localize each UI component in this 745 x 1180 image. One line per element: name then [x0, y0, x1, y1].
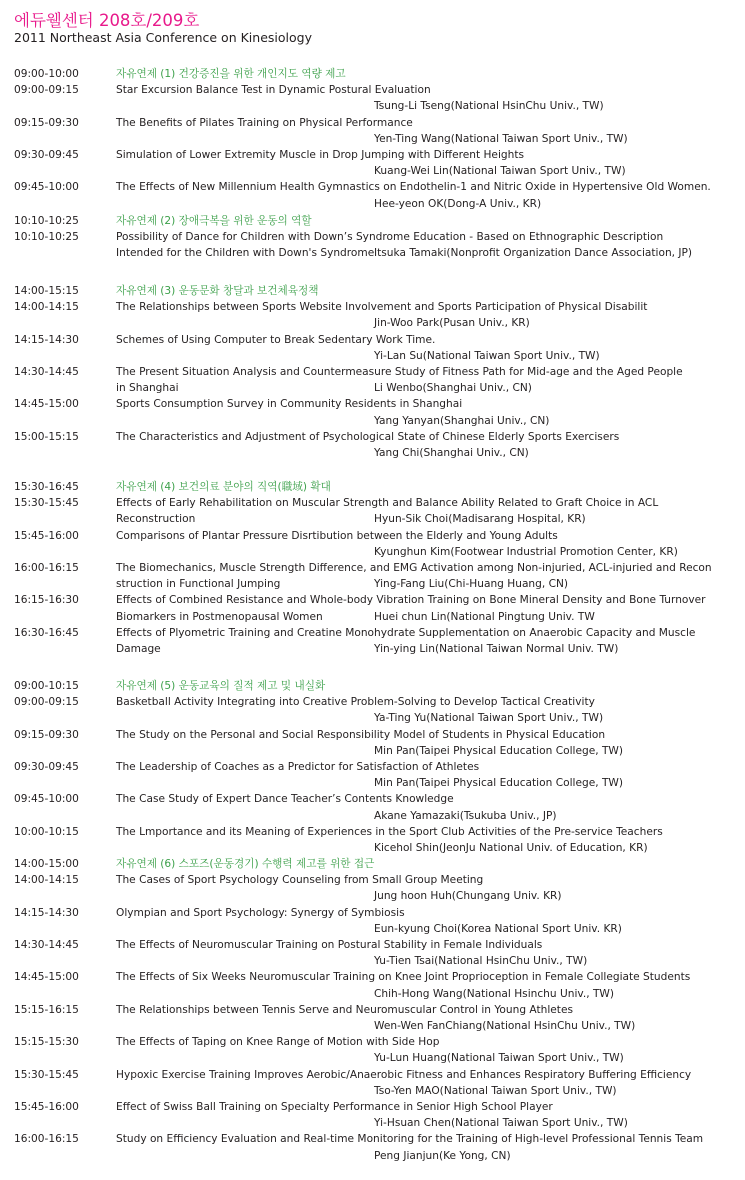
talk-time: 15:45-16:00 [14, 1101, 79, 1113]
talk-title: Effects of Early Rehabilitation on Muscular Strength and Balance Ability Related to Graft Choice in ACL [116, 497, 659, 510]
talk-author: Yang Yanyan(Shanghai Univ., CN) [374, 414, 550, 427]
talk-title: Schemes of Using Computer to Break Sedentary Work Time. [116, 333, 436, 346]
talk-time: 09:45-10:00 [14, 181, 79, 194]
talk-time: 14:30-14:45 [14, 939, 79, 951]
session-time: 10:10-10:25 [14, 215, 79, 227]
talk-title: The Effects of Taping on Knee Range of Motion with Side Hop [116, 1036, 440, 1049]
talk-time: 14:45-15:00 [14, 398, 79, 411]
talk-author: Huei chun Lin(National Pingtung Univ. TW [374, 610, 595, 623]
talk-title: The Leadership of Coaches as a Predictor for Satisfaction of Athletes [116, 761, 480, 773]
talk-time: 16:30-16:45 [14, 626, 79, 639]
talk-author: Kyunghun Kim(Footwear Industrial Promotion Center, KR) [374, 545, 678, 558]
talk-title: Hypoxic Exercise Training Improves Aerobic/Anaerobic Fitness and Enhances Respiratory Buffering Efficiency [116, 1068, 692, 1081]
talk-time: 15:30-15:45 [14, 1068, 79, 1081]
session-title: 자유연제 (6) 스포즈(운동경기) 수행력 제고를 위한 접근 [116, 858, 375, 870]
session-time: 09:00-10:15 [14, 680, 79, 692]
talk-author: Yin-ying Lin(National Taiwan Normal Univ. TW) [374, 643, 619, 655]
talk-time: 10:00-10:15 [14, 825, 79, 838]
talk-author: Jin-Woo Park(Pusan Univ., KR) [374, 317, 530, 330]
talk-time: 15:30-15:45 [14, 497, 79, 510]
talk-time: 09:00-09:15 [14, 84, 79, 97]
talk-author: Akane Yamazaki(Tsukuba Univ., JP) [374, 809, 557, 822]
talk-title: The Cases of Sport Psychology Counseling from Small Group Meeting [116, 874, 484, 887]
talk-author: Kuang-Wei Lin(National Taiwan Sport Univ., TW) [374, 165, 626, 178]
talk-time: 14:30-14:45 [14, 366, 79, 378]
talk-author: Yi-Hsuan Chen(National Taiwan Sport Univ., TW) [374, 1117, 628, 1130]
talk-time: 09:45-10:00 [14, 793, 79, 806]
talk-author: Min Pan(Taipei Physical Education College, TW) [374, 744, 624, 757]
talk-author: Yen-Ting Wang(National Taiwan Sport Univ., TW) [374, 132, 628, 145]
talk-author: Peng Jianjun(Ke Yong, CN) [374, 1149, 511, 1162]
talk-title: Effects of Plyometric Training and Creatine Monohydrate Supplementation on Anaerobic Capacity and Muscle [116, 626, 696, 639]
talk-time: 15:00-15:15 [14, 430, 79, 443]
talk-title: Sports Consumption Survey in Community Residents in Shanghai [116, 398, 463, 411]
talk-time: 14:45-15:00 [14, 971, 79, 984]
talk-author: Yang Chi(Shanghai Univ., CN) [374, 447, 529, 459]
talk-author: Jung hoon Huh(Chungang Univ. KR) [374, 890, 562, 903]
session-title: 자유연제 (2) 장애극복을 위한 운동의 역할 [116, 215, 312, 227]
talk-title: Effects of Combined Resistance and Whole-body Vibration Training on Bone Mineral Density and Bone Turnover [116, 594, 706, 607]
talk-time: 10:10-10:25 [14, 231, 79, 244]
talk-title: The Lmportance and its Meaning of Experiences in the Sport Club Activities of the Pre-service Teachers [116, 825, 663, 838]
talk-time: 09:15-09:30 [14, 728, 79, 741]
talk-author: Itsuka Tamaki(Nonprofit Organization Dance Association, JP) [374, 247, 693, 260]
page-title: 에듀웰센터 208호/209호 [14, 11, 200, 30]
talk-author: Ya-Ting Yu(National Taiwan Sport Univ., TW) [374, 712, 604, 725]
session-title: 자유연제 (3) 운동문화 창달과 보건체육정책 [116, 285, 319, 297]
talk-author: Tso-Yen MAO(National Taiwan Sport Univ., TW) [374, 1084, 617, 1097]
talk-title: Reconstruction [116, 513, 196, 526]
talk-time: 16:00-16:15 [14, 562, 79, 574]
talk-author: Chih-Hong Wang(National Hsinchu Univ., TW) [374, 987, 615, 1000]
talk-author: Hee-yeon OK(Dong-A Univ., KR) [374, 197, 542, 210]
talk-title: Study on Efficiency Evaluation and Real-time Monitoring for the Training of High-level Professional Tennis Team [116, 1133, 704, 1146]
session-title: 자유연제 (1) 건강증진을 위한 개인지도 역량 제고 [116, 68, 346, 80]
talk-author: Min Pan(Taipei Physical Education College, TW) [374, 777, 624, 790]
talk-author: Yu-Tien Tsai(National HsinChu Univ., TW) [374, 955, 588, 968]
talk-title: The Effects of Neuromuscular Training on Postural Stability in Female Individuals [116, 939, 543, 951]
talk-title: The Relationships between Sports Website Involvement and Sports Participation of Physical Disabilit [116, 301, 648, 314]
session-time: 14:00-15:00 [14, 858, 79, 870]
talk-title: struction in Functional Jumping [116, 578, 281, 591]
talk-author: Kicehol Shin(JeonJu National Univ. of Education, KR) [374, 842, 648, 854]
talk-title: Star Excursion Balance Test in Dynamic Postural Evaluation [116, 84, 431, 97]
talk-author: Hyun-Sik Choi(Madisarang Hospital, KR) [374, 513, 586, 526]
talk-time: 09:30-09:45 [14, 761, 79, 773]
talk-title: Intended for the Children with Down's Syndrome [116, 247, 375, 260]
talk-title: The Study on the Personal and Social Responsibility Model of Students in Physical Education [116, 728, 606, 741]
talk-time: 16:15-16:30 [14, 594, 79, 607]
session-time: 15:30-16:45 [14, 481, 79, 493]
talk-title: The Present Situation Analysis and Countermeasure Study of Fitness Path for Mid-age and the Aged People [116, 366, 683, 378]
talk-time: 09:15-09:30 [14, 116, 79, 129]
talk-title: Effect of Swiss Ball Training on Specialty Performance in Senior High School Player [116, 1101, 553, 1113]
talk-time: 15:15-16:15 [14, 1003, 79, 1016]
session-time: 14:00-15:15 [14, 285, 79, 297]
talk-title: Possibility of Dance for Children with Down’s Syndrome Education - Based on Ethnographic Description [116, 231, 664, 244]
talk-time: 14:15-14:30 [14, 906, 79, 919]
talk-title: The Relationships between Tennis Serve and Neuromuscular Control in Young Athletes [116, 1003, 574, 1016]
talk-title: Biomarkers in Postmenopausal Women [116, 610, 323, 623]
talk-time: 14:00-14:15 [14, 301, 79, 314]
talk-author: Eun-kyung Choi(Korea National Sport Univ. KR) [374, 922, 622, 935]
talk-title: The Case Study of Expert Dance Teacher’s Contents Knowledge [116, 793, 454, 806]
talk-title: The Characteristics and Adjustment of Psychological State of Chinese Elderly Sports Exercisers [116, 430, 620, 443]
session-title: 자유연제 (5) 운동교육의 질적 제고 및 내실화 [116, 680, 326, 692]
talk-title: in Shanghai [116, 382, 179, 395]
talk-author: Wen-Wen FanChiang(National HsinChu Univ., TW) [374, 1020, 636, 1032]
talk-title: The Effects of New Millennium Health Gymnastics on Endothelin-1 and Nitric Oxide in Hypertensive Old Women. [116, 181, 711, 194]
talk-author: Yu-Lun Huang(National Taiwan Sport Univ., TW) [374, 1052, 624, 1065]
talk-author: Li Wenbo(Shanghai Univ., CN) [374, 382, 532, 395]
talk-title: The Biomechanics, Muscle Strength Difference, and EMG Activation among Non-injuried, ACL-injuried and Recon [116, 562, 712, 574]
talk-author: Yi-Lan Su(National Taiwan Sport Univ., TW) [374, 349, 600, 362]
session-title: 자유연제 (4) 보건의료 분야의 직역(職域) 확대 [116, 481, 331, 493]
talk-title: Comparisons of Plantar Pressure Disrtibution between the Elderly and Young Adults [116, 529, 558, 542]
talk-time: 16:00-16:15 [14, 1133, 79, 1146]
talk-time: 15:45-16:00 [14, 529, 79, 542]
talk-time: 14:15-14:30 [14, 333, 79, 346]
talk-time: 14:00-14:15 [14, 874, 79, 887]
talk-author: Tsung-Li Tseng(National HsinChu Univ., TW) [374, 100, 604, 113]
talk-title: The Benefits of Pilates Training on Physical Performance [116, 116, 413, 129]
talk-title: The Effects of Six Weeks Neuromuscular Training on Knee Joint Proprioception in Female Collegiate Students [116, 971, 691, 984]
talk-time: 09:00-09:15 [14, 696, 79, 709]
talk-time: 15:15-15:30 [14, 1036, 79, 1049]
talk-title: Olympian and Sport Psychology: Synergy of Symbiosis [116, 906, 405, 919]
talk-title: Damage [116, 643, 161, 655]
talk-title: Simulation of Lower Extremity Muscle in Drop Jumping with Different Heights [116, 149, 524, 161]
talk-author: Ying-Fang Liu(Chi-Huang Huang, CN) [374, 578, 569, 591]
session-time: 09:00-10:00 [14, 68, 79, 80]
talk-time: 09:30-09:45 [14, 149, 79, 161]
page-subtitle: 2011 Northeast Asia Conference on Kinesiology [14, 30, 312, 45]
talk-title: Basketball Activity Integrating into Creative Problem-Solving to Develop Tactical Creativity [116, 696, 595, 709]
